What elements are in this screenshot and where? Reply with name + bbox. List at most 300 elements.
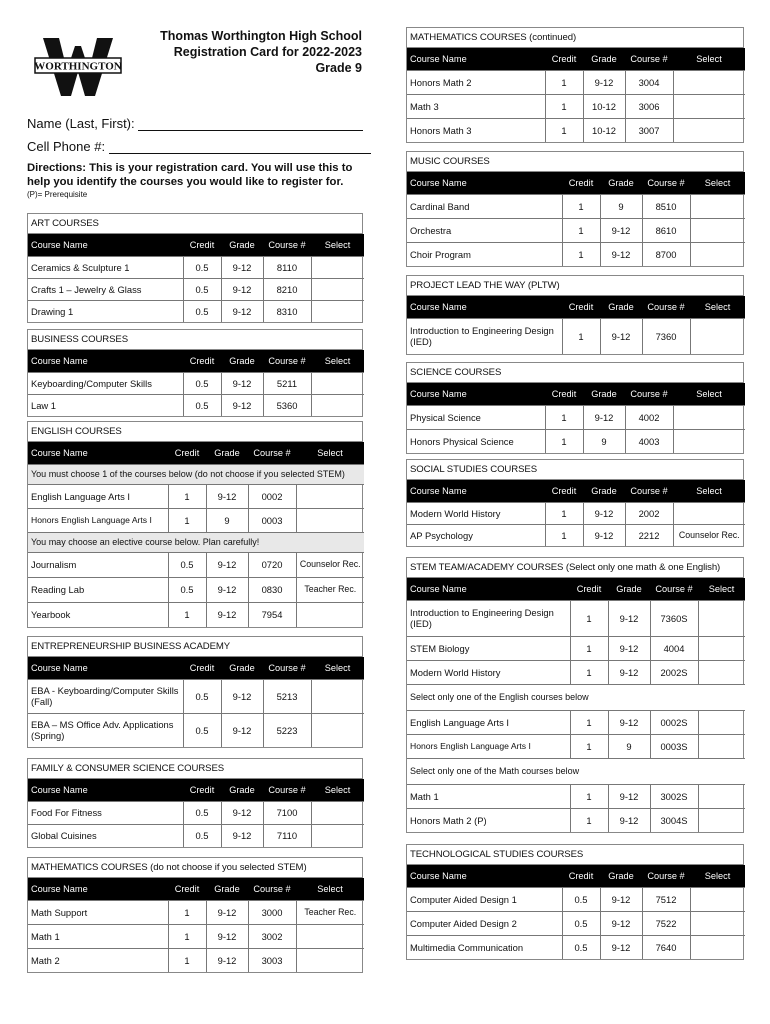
column-header: Grade bbox=[206, 878, 248, 900]
column-header: Course Name bbox=[28, 234, 183, 256]
course-number: 8610 bbox=[642, 218, 690, 242]
course-name: Honors Physical Science bbox=[407, 429, 545, 453]
table-row bbox=[28, 300, 364, 322]
select-cell[interactable] bbox=[311, 372, 364, 394]
select-cell[interactable] bbox=[311, 679, 364, 713]
note-row bbox=[28, 464, 364, 484]
table-row bbox=[407, 242, 745, 266]
column-header: Course Name bbox=[407, 383, 545, 405]
grade: 9-12 bbox=[608, 784, 650, 808]
grade: 9-12 bbox=[221, 801, 263, 824]
column-header: Course Name bbox=[28, 442, 168, 464]
course-name: Drawing 1 bbox=[28, 300, 183, 322]
column-header: Select bbox=[690, 865, 745, 887]
column-header: Credit bbox=[570, 578, 608, 600]
section-eba bbox=[27, 636, 363, 748]
credit: 0.5 bbox=[183, 824, 221, 847]
select-cell[interactable] bbox=[698, 784, 745, 808]
select-cell[interactable] bbox=[296, 484, 364, 508]
table-row bbox=[407, 502, 745, 524]
select-cell[interactable] bbox=[311, 394, 364, 416]
grade: 9-12 bbox=[583, 502, 625, 524]
select-cell[interactable] bbox=[690, 318, 745, 354]
course-number: 0003S bbox=[650, 734, 698, 758]
table-row bbox=[407, 911, 745, 935]
course-number: 7640 bbox=[642, 935, 690, 959]
table-row bbox=[28, 372, 364, 394]
name-label: Name (Last, First): bbox=[27, 116, 135, 131]
select-cell[interactable] bbox=[296, 924, 364, 948]
header-row bbox=[407, 48, 745, 70]
credit: 0.5 bbox=[183, 801, 221, 824]
table-row bbox=[407, 94, 745, 118]
select-cell[interactable] bbox=[698, 734, 745, 758]
credit: 0.5 bbox=[183, 679, 221, 713]
select-cell[interactable] bbox=[673, 118, 745, 142]
course-name: Food For Fitness bbox=[28, 801, 183, 824]
select-cell[interactable] bbox=[311, 801, 364, 824]
course-table bbox=[28, 779, 364, 847]
column-header: Course # bbox=[642, 172, 690, 194]
course-number: 8510 bbox=[642, 194, 690, 218]
select-cell[interactable] bbox=[296, 508, 364, 532]
column-header: Select bbox=[311, 234, 364, 256]
credit: 1 bbox=[562, 318, 600, 354]
column-header: Course Name bbox=[28, 657, 183, 679]
logo-text: WORTHINGTON bbox=[34, 60, 122, 73]
section-title: SCIENCE COURSES bbox=[407, 363, 743, 383]
instruction-note: Select only one of the English courses below bbox=[407, 684, 745, 710]
table-row bbox=[407, 524, 745, 546]
header-row bbox=[28, 878, 364, 900]
column-header: Course Name bbox=[407, 296, 562, 318]
course-table bbox=[407, 383, 745, 453]
credit: 1 bbox=[570, 710, 608, 734]
select-cell[interactable] bbox=[698, 660, 745, 684]
credit: 1 bbox=[570, 808, 608, 832]
table-row bbox=[407, 935, 745, 959]
column-header: Credit bbox=[562, 296, 600, 318]
select-cell[interactable]: Teacher Rec. bbox=[296, 900, 364, 924]
course-number: 0002S bbox=[650, 710, 698, 734]
credit: 0.5 bbox=[562, 935, 600, 959]
table-row bbox=[407, 784, 745, 808]
select-cell[interactable] bbox=[690, 887, 745, 911]
course-table bbox=[28, 657, 364, 747]
credit: 1 bbox=[570, 734, 608, 758]
course-table bbox=[28, 442, 364, 627]
credit: 1 bbox=[545, 94, 583, 118]
course-name: Honors Math 2 (P) bbox=[407, 808, 570, 832]
section-science bbox=[406, 362, 744, 454]
column-header: Course # bbox=[625, 383, 673, 405]
credit: 0.5 bbox=[183, 372, 221, 394]
column-header: Select bbox=[673, 48, 745, 70]
section-title: ART COURSES bbox=[28, 214, 362, 234]
course-number: 3006 bbox=[625, 94, 673, 118]
course-number: 3003 bbox=[248, 948, 296, 972]
course-number: 3002S bbox=[650, 784, 698, 808]
credit: 1 bbox=[545, 405, 583, 429]
column-header: Course Name bbox=[28, 350, 183, 372]
course-name: Introduction to Engineering Design (IED) bbox=[407, 318, 562, 354]
header-row bbox=[407, 480, 745, 502]
credit: 1 bbox=[545, 70, 583, 94]
name-blank[interactable] bbox=[138, 119, 363, 131]
column-header: Grade bbox=[608, 578, 650, 600]
select-cell[interactable] bbox=[690, 242, 745, 266]
section-title: MATHEMATICS COURSES (continued) bbox=[407, 28, 743, 48]
select-cell[interactable] bbox=[673, 94, 745, 118]
note-row bbox=[407, 684, 745, 710]
grade: 9-12 bbox=[600, 911, 642, 935]
column-header: Select bbox=[673, 480, 745, 502]
grade: 9-12 bbox=[583, 405, 625, 429]
grade: 9 bbox=[608, 734, 650, 758]
section-title: PROJECT LEAD THE WAY (PLTW) bbox=[407, 276, 743, 296]
course-table bbox=[407, 865, 745, 959]
credit: 0.5 bbox=[183, 394, 221, 416]
grade: 9-12 bbox=[206, 602, 248, 627]
course-name: Honors English Language Arts I bbox=[407, 734, 570, 758]
table-row bbox=[407, 70, 745, 94]
course-number: 4003 bbox=[625, 429, 673, 453]
course-name: Multimedia Communication bbox=[407, 935, 562, 959]
select-cell[interactable] bbox=[673, 502, 745, 524]
course-number: 2212 bbox=[625, 524, 673, 546]
course-number: 4004 bbox=[650, 636, 698, 660]
table-row bbox=[407, 429, 745, 453]
course-name: Honors Math 2 bbox=[407, 70, 545, 94]
course-number: 7360 bbox=[642, 318, 690, 354]
column-header: Grade bbox=[583, 383, 625, 405]
grade: 9-12 bbox=[221, 372, 263, 394]
select-cell[interactable] bbox=[690, 218, 745, 242]
course-number: 7512 bbox=[642, 887, 690, 911]
credit: 1 bbox=[168, 900, 206, 924]
section-stem bbox=[406, 557, 744, 833]
column-header: Credit bbox=[545, 383, 583, 405]
column-header: Grade bbox=[600, 296, 642, 318]
credit: 1 bbox=[168, 948, 206, 972]
select-cell[interactable] bbox=[311, 713, 364, 747]
grade: 9-12 bbox=[600, 218, 642, 242]
table-row bbox=[28, 679, 364, 713]
header-row bbox=[28, 350, 364, 372]
column-header: Grade bbox=[583, 48, 625, 70]
title-block bbox=[160, 28, 362, 76]
select-cell[interactable] bbox=[690, 194, 745, 218]
section-title: BUSINESS COURSES bbox=[28, 330, 362, 350]
credit: 0.5 bbox=[183, 300, 221, 322]
select-cell[interactable] bbox=[311, 278, 364, 300]
grade: 9-12 bbox=[221, 713, 263, 747]
grade: 9-12 bbox=[608, 636, 650, 660]
table-row bbox=[28, 924, 364, 948]
credit: 0.5 bbox=[183, 256, 221, 278]
section-title: SOCIAL STUDIES COURSES bbox=[407, 460, 743, 480]
credit: 1 bbox=[168, 484, 206, 508]
note-row bbox=[28, 532, 364, 552]
header-row bbox=[407, 296, 745, 318]
table-row bbox=[28, 713, 364, 747]
column-header: Credit bbox=[168, 442, 206, 464]
course-number: 3004 bbox=[625, 70, 673, 94]
column-header: Grade bbox=[600, 172, 642, 194]
credit: 0.5 bbox=[168, 552, 206, 577]
section-tech bbox=[406, 844, 744, 960]
course-table bbox=[407, 480, 745, 546]
section-pltw bbox=[406, 275, 744, 355]
credit: 1 bbox=[545, 502, 583, 524]
credit: 1 bbox=[545, 429, 583, 453]
credit: 1 bbox=[168, 508, 206, 532]
column-header: Course Name bbox=[407, 865, 562, 887]
column-header: Select bbox=[311, 657, 364, 679]
section-fcs bbox=[27, 758, 363, 848]
column-header: Credit bbox=[183, 657, 221, 679]
column-header: Course # bbox=[248, 442, 296, 464]
select-cell[interactable] bbox=[311, 824, 364, 847]
course-name: English Language Arts I bbox=[407, 710, 570, 734]
table-row bbox=[28, 508, 364, 532]
table-row bbox=[28, 900, 364, 924]
course-name: Math Support bbox=[28, 900, 168, 924]
grade: 9-12 bbox=[600, 242, 642, 266]
course-name: English Language Arts I bbox=[28, 484, 168, 508]
credit: 1 bbox=[570, 784, 608, 808]
select-cell[interactable]: Counselor Rec. bbox=[296, 552, 364, 577]
grade: 9 bbox=[600, 194, 642, 218]
course-name: Keyboarding/Computer Skills bbox=[28, 372, 183, 394]
select-cell[interactable]: Counselor Rec. bbox=[673, 524, 745, 546]
note-row bbox=[407, 758, 745, 784]
column-header: Grade bbox=[583, 480, 625, 502]
select-cell[interactable] bbox=[296, 948, 364, 972]
column-header: Grade bbox=[600, 865, 642, 887]
course-name: Math 2 bbox=[28, 948, 168, 972]
section-title: ENGLISH COURSES bbox=[28, 422, 362, 442]
column-header: Course # bbox=[625, 480, 673, 502]
phone-field[interactable] bbox=[27, 139, 371, 154]
table-row bbox=[28, 256, 364, 278]
column-header: Course # bbox=[642, 865, 690, 887]
column-header: Course # bbox=[642, 296, 690, 318]
course-name: Global Cuisines bbox=[28, 824, 183, 847]
grade: 9-12 bbox=[206, 900, 248, 924]
course-number: 0720 bbox=[248, 552, 296, 577]
course-number: 8310 bbox=[263, 300, 311, 322]
select-cell[interactable] bbox=[698, 600, 745, 636]
course-name: Computer Aided Design 1 bbox=[407, 887, 562, 911]
credit: 1 bbox=[562, 218, 600, 242]
select-cell[interactable] bbox=[673, 405, 745, 429]
header-row bbox=[28, 779, 364, 801]
course-name: Reading Lab bbox=[28, 577, 168, 602]
grade: 10-12 bbox=[583, 94, 625, 118]
table-row bbox=[407, 405, 745, 429]
course-number: 7100 bbox=[263, 801, 311, 824]
course-name: Honors Math 3 bbox=[407, 118, 545, 142]
column-header: Course Name bbox=[407, 48, 545, 70]
course-number: 3004S bbox=[650, 808, 698, 832]
column-header: Course # bbox=[650, 578, 698, 600]
table-row bbox=[407, 636, 745, 660]
course-name: Introduction to Engineering Design (IED) bbox=[407, 600, 570, 636]
table-row bbox=[28, 484, 364, 508]
course-number: 0003 bbox=[248, 508, 296, 532]
course-name: Math 1 bbox=[407, 784, 570, 808]
header-row bbox=[407, 172, 745, 194]
school-logo bbox=[33, 36, 123, 98]
course-name: Yearbook bbox=[28, 602, 168, 627]
table-row bbox=[407, 318, 745, 354]
column-header: Course # bbox=[263, 350, 311, 372]
grade: 9-12 bbox=[221, 394, 263, 416]
grade: 9-12 bbox=[221, 278, 263, 300]
course-number: 7360S bbox=[650, 600, 698, 636]
section-title: FAMILY & CONSUMER SCIENCE COURSES bbox=[28, 759, 362, 779]
course-name: Crafts 1 – Jewelry & Glass bbox=[28, 278, 183, 300]
course-name: Journalism bbox=[28, 552, 168, 577]
name-field[interactable] bbox=[27, 116, 363, 131]
phone-label: Cell Phone #: bbox=[27, 139, 106, 154]
header-row bbox=[28, 657, 364, 679]
grade: 9-12 bbox=[608, 808, 650, 832]
column-header: Credit bbox=[545, 480, 583, 502]
column-header: Grade bbox=[221, 234, 263, 256]
grade: 9-12 bbox=[221, 300, 263, 322]
grade: 9-12 bbox=[583, 524, 625, 546]
section-title: MUSIC COURSES bbox=[407, 152, 743, 172]
course-number: 2002 bbox=[625, 502, 673, 524]
column-header: Credit bbox=[562, 865, 600, 887]
section-business bbox=[27, 329, 363, 417]
course-number: 3007 bbox=[625, 118, 673, 142]
credit: 0.5 bbox=[168, 577, 206, 602]
section-math-cont bbox=[406, 27, 744, 143]
instruction-note: You may choose an elective course below. Plan carefully! bbox=[28, 532, 364, 552]
instruction-note: Select only one of the Math courses below bbox=[407, 758, 745, 784]
table-row bbox=[407, 194, 745, 218]
column-header: Select bbox=[690, 296, 745, 318]
credit: 1 bbox=[168, 924, 206, 948]
select-cell[interactable] bbox=[311, 256, 364, 278]
course-table bbox=[407, 48, 745, 142]
grade: 9-12 bbox=[221, 679, 263, 713]
section-title: MATHEMATICS COURSES (do not choose if you selected STEM) bbox=[28, 858, 362, 878]
credit: 1 bbox=[545, 118, 583, 142]
column-header: Course Name bbox=[407, 172, 562, 194]
course-name: Law 1 bbox=[28, 394, 183, 416]
course-number: 8110 bbox=[263, 256, 311, 278]
table-row bbox=[407, 600, 745, 636]
course-name: STEM Biology bbox=[407, 636, 570, 660]
course-table bbox=[407, 578, 745, 832]
credit: 1 bbox=[545, 524, 583, 546]
select-cell[interactable] bbox=[673, 70, 745, 94]
grade: 9-12 bbox=[206, 577, 248, 602]
grade: 9-12 bbox=[206, 924, 248, 948]
course-number: 7954 bbox=[248, 602, 296, 627]
header-row bbox=[407, 578, 745, 600]
grade: 10-12 bbox=[583, 118, 625, 142]
course-number: 3000 bbox=[248, 900, 296, 924]
credit: 1 bbox=[570, 600, 608, 636]
column-header: Course # bbox=[248, 878, 296, 900]
column-header: Select bbox=[296, 878, 364, 900]
column-header: Credit bbox=[183, 234, 221, 256]
grade: 9-12 bbox=[206, 484, 248, 508]
column-header: Course Name bbox=[28, 779, 183, 801]
table-row bbox=[28, 577, 364, 602]
select-cell[interactable] bbox=[311, 300, 364, 322]
column-header: Course # bbox=[625, 48, 673, 70]
course-number: 0830 bbox=[248, 577, 296, 602]
course-number: 5223 bbox=[263, 713, 311, 747]
column-header: Credit bbox=[168, 878, 206, 900]
select-cell[interactable] bbox=[690, 935, 745, 959]
course-name: Modern World History bbox=[407, 502, 545, 524]
column-header: Course Name bbox=[28, 878, 168, 900]
select-cell[interactable] bbox=[698, 808, 745, 832]
section-title: TECHNOLOGICAL STUDIES COURSES bbox=[407, 845, 743, 865]
select-cell[interactable] bbox=[690, 911, 745, 935]
course-number: 0002 bbox=[248, 484, 296, 508]
course-name: EBA – MS Office Adv. Applications (Spring) bbox=[28, 713, 183, 747]
column-header: Course # bbox=[263, 234, 311, 256]
column-header: Select bbox=[296, 442, 364, 464]
course-name: Math 3 bbox=[407, 94, 545, 118]
course-name: Orchestra bbox=[407, 218, 562, 242]
table-row bbox=[28, 801, 364, 824]
credit: 1 bbox=[570, 636, 608, 660]
grade: 9-12 bbox=[600, 935, 642, 959]
grade: 9-12 bbox=[608, 600, 650, 636]
grade: 9-12 bbox=[221, 824, 263, 847]
phone-blank[interactable] bbox=[109, 142, 371, 154]
select-cell[interactable]: Teacher Rec. bbox=[296, 577, 364, 602]
course-number: 4002 bbox=[625, 405, 673, 429]
course-table bbox=[28, 878, 364, 972]
column-header: Select bbox=[690, 172, 745, 194]
select-cell[interactable] bbox=[698, 636, 745, 660]
section-title: STEM TEAM/ACADEMY COURSES (Select only one math & one English) bbox=[407, 558, 743, 578]
select-cell[interactable] bbox=[296, 602, 364, 627]
column-header: Course Name bbox=[407, 578, 570, 600]
table-row bbox=[28, 824, 364, 847]
column-header: Select bbox=[311, 779, 364, 801]
table-row bbox=[28, 602, 364, 627]
header-row bbox=[407, 383, 745, 405]
course-table bbox=[407, 172, 745, 266]
select-cell[interactable] bbox=[673, 429, 745, 453]
column-header: Select bbox=[311, 350, 364, 372]
course-number: 5360 bbox=[263, 394, 311, 416]
column-header: Select bbox=[698, 578, 745, 600]
grade: 9 bbox=[583, 429, 625, 453]
credit: 1 bbox=[562, 194, 600, 218]
section-title: ENTREPRENEURSHIP BUSINESS ACADEMY bbox=[28, 637, 362, 657]
column-header: Select bbox=[673, 383, 745, 405]
column-header: Course # bbox=[263, 657, 311, 679]
grade: 9-12 bbox=[206, 552, 248, 577]
course-table bbox=[28, 350, 364, 416]
course-number: 2002S bbox=[650, 660, 698, 684]
course-number: 8210 bbox=[263, 278, 311, 300]
header-row bbox=[28, 442, 364, 464]
select-cell[interactable] bbox=[698, 710, 745, 734]
